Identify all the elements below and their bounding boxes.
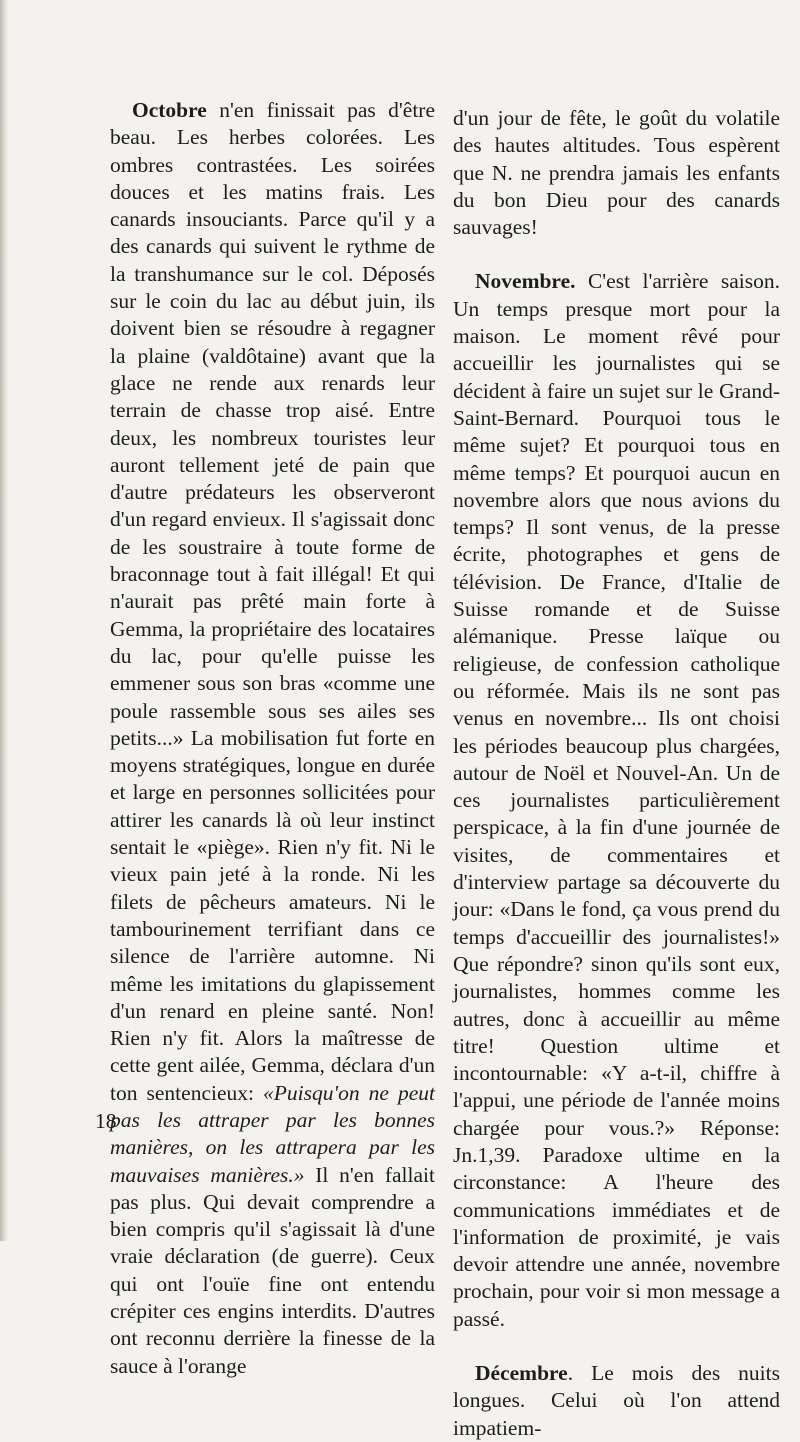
- paragraph-text: d'un jour de fête, le goût du volatile des hautes altitudes. Tous espèrent que N. ne prendra jamais les enfants du bon Dieu pour des canards sauvages!: [453, 106, 780, 240]
- paragraph-text: . Le mois des nuits longues. Celui où l'on attend impatiem-: [453, 1361, 780, 1440]
- page-number: 18: [95, 1109, 117, 1133]
- paragraph-continuation: [453, 105, 780, 241]
- month-heading-decembre: Décembre: [475, 1361, 568, 1386]
- paragraph-novembre: [453, 268, 780, 1333]
- right-column: [453, 105, 780, 1442]
- paragraph-text-end: Il n'en fallait pas plus. Qui devait comprendre a bien compris qu'il s'agissait là d'une vraie déclaration (de guerre). Ceux qui ont l'ouïe fine ont entendu crépiter ces engins interdits. D'autres ont reconnu derrière la finesse de la sauce à l'orange: [110, 1162, 435, 1378]
- page-edge-shadow: [0, 0, 8, 1241]
- paragraph-octobre: [110, 97, 435, 1380]
- quote-text: «Puisqu'on ne peut pas les attraper par les bonnes manières, on les attrapera par les mauvaises manières.»: [110, 1080, 435, 1187]
- month-heading-novembre: Novembre.: [475, 269, 576, 294]
- left-column: [110, 97, 435, 1380]
- paragraph-text: n'en finissait pas d'être beau. Les herbes colorées. Les ombres contrastées. Les soirées douces et les matins frais. Les canards insouciants. Parce qu'il y a des canards qui suivent le rythme de la transhumance sur le col. Déposés sur le coin du lac au début juin, ils doivent bien se résoudre à regagner la plaine (valdôtaine) avant que la glace ne rende aux renards leur terrain de chasse trop aisé. Entre deux, les nombreux touristes leur auront tellement jeté de pain que d'autre prédateurs les observeront d'un regard envieux. Il s'agissait donc de les soustraire à toute forme de braconnage tout à fait illégal! Et qui n'aurait pas prêté main forte à Gemma, la propriétaire des locataires du lac, pour qu'elle puisse les emmener sous son bras «comme une poule rassemble sous ses ailes ses petits...» La mobilisation fut forte en moyens stratégiques, longue en durée et large en personnes sollicitées pour attirer les canards là où leur instinct sentait le «piège». Rien n'y fit. Ni le vieux pain jeté à la ronde. Ni les filets de pêcheurs amateurs. Ni le tambourinement terrifiant dans ce silence de l'arrière automne. Ni même les imitations du glapissement d'un renard en pleine santé. Non! Rien n'y fit. Alors la maîtresse de cette gent ailée, Gemma, déclara d'un ton sentencieux:: [110, 98, 435, 1105]
- month-heading-octobre: Octobre: [132, 98, 207, 122]
- paragraph-decembre: [453, 1360, 780, 1442]
- paragraph-text: C'est l'arrière saison. Un temps presque mort pour la maison. Le moment rêvé pour accueillir les journalistes qui se décident à faire un sujet sur le Grand-Saint-Bernard. Pourquoi tous le même sujet? Et pourquoi tous en même temps? Et pourquoi aucun en novembre alors que nous avions du temps? Il sont venus, de la presse écrite, photographes et gens de télévision. De France, d'Italie de Suisse romande et de Suisse alémanique. Presse laïque ou religieuse, de confession catholique ou réformée. Mais ils ne sont pas venus en novembre... Ils ont choisi les périodes beaucoup plus chargées, autour de Noël et Nouvel-An. Un de ces journalistes particulièrement perspicace, à la fin d'une journée de visites, de commentaires et d'interview partage sa découverte du jour: «Dans le fond, ça vous prend du temps d'accueillir des journalistes!» Que répondre? sinon qu'ils sont eux, journalistes, hommes comme les autres, donc à accueillir au même titre! Question ultime et incontournable: «Y a-t-il, chiffre à l'appui, une période de l'année moins chargée pour vous.?» Réponse: Jn.1,39. Paradoxe ultime en la circonstance: A l'heure des communications immédiates et de l'information de proximité, je vais devoir attendre une année, novembre prochain, pour voir si mon message a passé.: [453, 269, 780, 1331]
